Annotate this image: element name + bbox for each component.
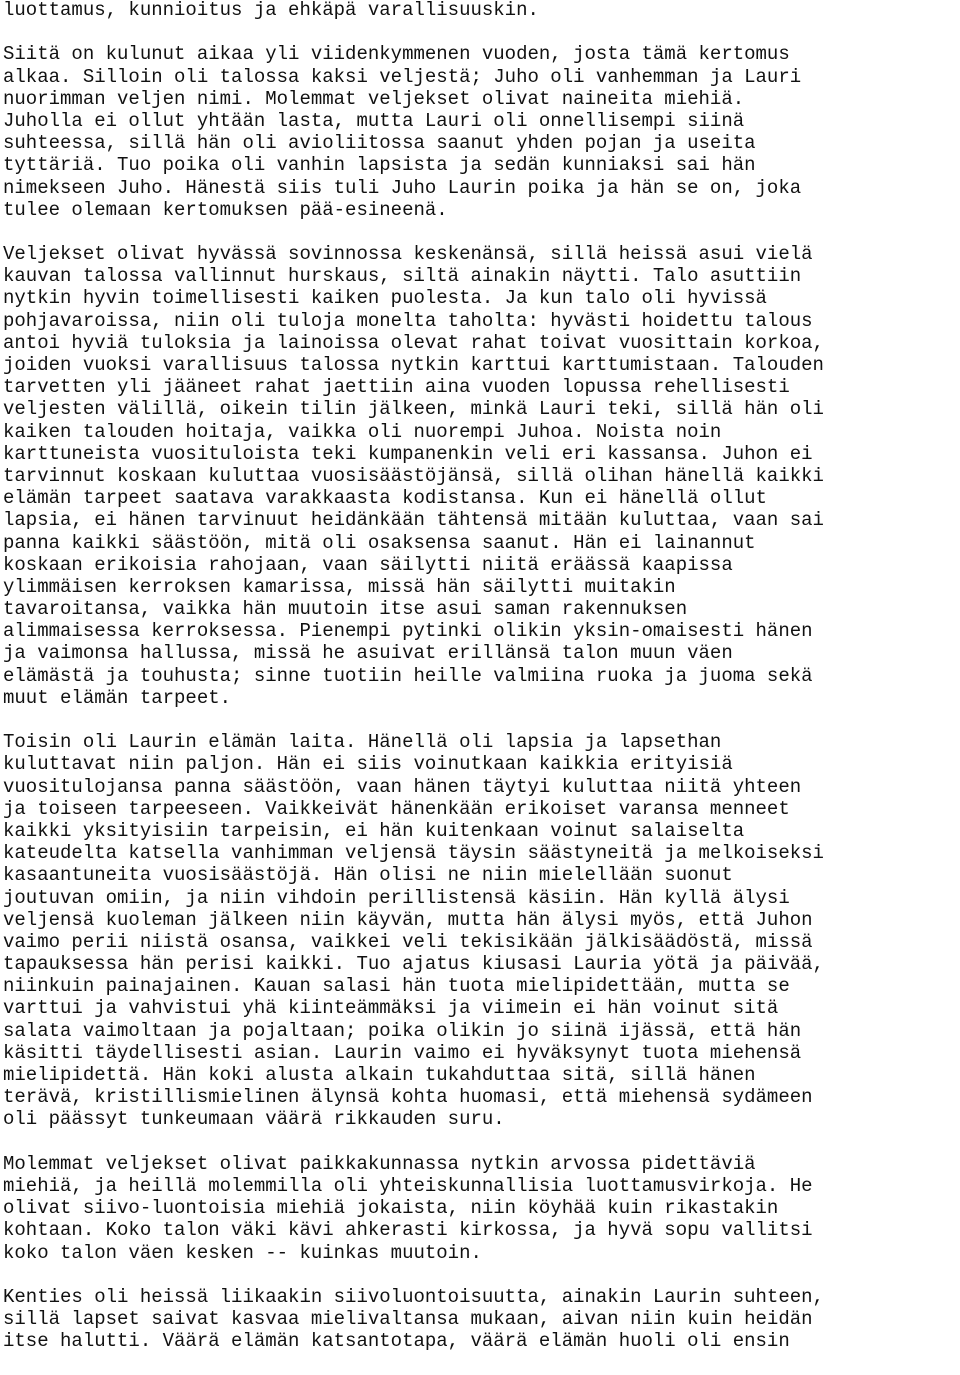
text-line: tarvetten yli jääneet rahat jaettiin aina vuoden lopussa rehellisesti	[3, 376, 790, 399]
text-line: salata vaimoltaan ja pojaltaan; poika olikin jo siinä ijässä, että hän	[3, 1019, 802, 1042]
paragraph-1	[3, 0, 958, 21]
text-line: olivat siivo-luontoisia miehiä jokaista, niin köyhää kuin rikastakin	[3, 1197, 779, 1220]
text-line: kaiken talouden hoitaja, vaikka oli nuorempi Juhoa. Noista noin	[3, 420, 722, 443]
document-body	[3, 0, 958, 1375]
text-line: kuluttavat niin paljon. Hän ei siis voinutkaan kaikkia erityisiä	[3, 753, 733, 776]
text-line: vuositulojansa panna säästöön, vaan hänen täytyi kuluttaa niitä yhteen	[3, 775, 802, 798]
text-line: itse halutti. Väärä elämän katsantotapa, väärä elämän huoli oli ensin	[3, 1330, 790, 1353]
text-line: tavaroitansa, vaikka hän muutoin itse asui saman rakennuksen	[3, 598, 688, 621]
text-line: tarvinnut koskaan kuluttaa vuosisäästöjänsä, sillä olihan hänellä kaikki	[3, 464, 824, 487]
paragraph-6	[3, 1286, 958, 1353]
text-line: joiden vuoksi varallisuus talossa nytkin karttui karttumistaan. Talouden	[3, 354, 824, 376]
text-line: nytkin hyvin toimellisesti kaiken puolesta. Ja kun talo oli hyvissä	[3, 287, 767, 310]
text-line: lapsia, ei hänen tarvinuut heidänkään tähtensä mitään kuluttaa, vaan sai	[3, 509, 824, 532]
paragraph-2	[3, 43, 958, 221]
text-line: alkaa. Silloin oli talossa kaksi veljestä; Juho oli vanhemman ja Lauri	[3, 65, 802, 88]
text-line: kauvan talossa vallinnut hurskaus, siltä ainakin näytti. Talo asuttiin	[3, 265, 802, 288]
text-line: koko talon väen kesken -- kuinkas muutoin.	[3, 1241, 482, 1264]
text-line: kaikki yksityisiin tarpeisin, ei hän kuitenkaan voinut salaiselta	[3, 819, 745, 842]
text-line: varttui ja vahvistui yhä kiinteämmäksi ja viimein ei hän voinut sitä	[3, 997, 779, 1020]
text-line: koskaan erikoisia rahojaan, vaan säilytti niitä eräässä kaapissa	[3, 553, 733, 576]
text-line: Toisin oli Laurin elämän laita. Hänellä oli lapsia ja lapsethan	[3, 731, 722, 754]
text-line: antoi hyviä tuloksia ja lainoissa olevat rahat toivat vuosittain korkoa,	[3, 331, 824, 354]
paragraph-3	[3, 243, 958, 709]
text-line: ylimmäisen kerroksen kamarissa, missä hän säilytti muitakin	[3, 575, 676, 598]
text-line: tulee olemaan kertomuksen pää-esineenä.	[3, 198, 448, 221]
text-line: karttuneista vuosituloista teki kumpanenkin veli eri kassansa. Juhon ei	[3, 442, 813, 465]
text-line: alimmaisessa kerroksessa. Pienempi pytinki olikin yksin-omaisesti hänen	[3, 620, 813, 643]
text-line: elämän tarpeet saatava varakkaasta kodistansa. Kun ei hänellä ollut	[3, 487, 767, 510]
text-line: kateudelta katsella vanhimman veljensä täysin säästyneitä ja melkoiseksi	[3, 842, 824, 865]
text-line: ja toiseen tarpeeseen. Vaikkeivät hänenkään erikoiset varansa menneet	[3, 797, 790, 820]
text-line: oli päässyt tunkeumaan väärä rikkauden suru.	[3, 1108, 505, 1131]
text-line: veljensä kuoleman jälkeen niin käyvän, mutta hän älysi myös, että Juhon	[3, 908, 813, 931]
text-line: niinkuin painajainen. Kauan salasi hän tuota mielipidettään, mutta se	[3, 975, 790, 998]
text-line: suhteessa, sillä hän oli avioliitossa saanut yhden pojan ja useita	[3, 132, 756, 155]
text-line: mielipidettä. Hän koki alusta alkain tukahduttaa sitä, sillä hänen	[3, 1064, 756, 1086]
text-line: sillä lapset saivat kasvaa mielivaltansa mukaan, aivan niin kuin heidän	[3, 1308, 813, 1331]
text-line: Veljekset olivat hyvässä sovinnossa keskenänsä, sillä heissä asui vielä	[3, 243, 813, 266]
text-line: joutuvan omiin, ja niin vihdoin perillistensä käsiin. Hän kyllä älysi	[3, 886, 790, 909]
text-line: terävä, kristillismielinen älynsä kohta huomasi, että miehensä sydämeen	[3, 1086, 813, 1109]
text-line: Siitä on kulunut aikaa yli viidenkymmenen vuoden, josta tämä kertomus	[3, 43, 790, 66]
text-line: luottamus, kunnioitus ja ehkäpä varallisuuskin.	[3, 0, 539, 21]
text-line: veljesten välillä, oikein tilin jälkeen, minkä Lauri teki, sillä hän oli	[3, 398, 824, 421]
text-line: käsitti täydellisesti asian. Laurin vaimo ei hyväksynyt tuota miehensä	[3, 1041, 802, 1064]
text-line: muut elämän tarpeet.	[3, 686, 232, 709]
text-line: nimekseen Juho. Hänestä siis tuli Juho Laurin poika ja hän se on, joka	[3, 176, 802, 199]
text-line: Juholla ei ollut yhtään lasta, mutta Lauri oli onnellisempi siinä	[3, 109, 745, 132]
text-line: ja vaimonsa hallussa, missä he asuivat erillänsä talon muun väen	[3, 642, 733, 665]
text-line: panna kaikki säästöön, mitä oli osaksensa saanut. Hän ei lainannut	[3, 531, 756, 554]
text-line: nuorimman veljen nimi. Molemmat veljekset olivat naineita miehiä.	[3, 87, 745, 110]
text-line: tapauksessa hän perisi kaikki. Tuo ajatus kiusasi Lauria yötä ja päivää,	[3, 953, 824, 976]
paragraph-4	[3, 731, 958, 1130]
text-line: vaimo perii niistä osansa, vaikkei veli tekisikään jälkisäädöstä, missä	[3, 930, 813, 953]
text-line: Molemmat veljekset olivat paikkakunnassa nytkin arvossa pidettäviä	[3, 1152, 756, 1175]
paragraph-5	[3, 1153, 958, 1264]
text-line: pohjavaroissa, niin oli tuloja monelta taholta: hyvästi hoidettu talous	[3, 309, 813, 332]
text-line: miehiä, ja heillä molemmilla oli yhteiskunnallisia luottamusvirkoja. He	[3, 1174, 813, 1197]
text-line: kasaantuneita vuosisäästöjä. Hän olisi ne niin mielellään suonut	[3, 864, 733, 887]
text-line: kohtaan. Koko talon väki kävi ahkerasti kirkossa, ja hyvä sopu vallitsi	[3, 1219, 813, 1242]
text-line: elämästä ja touhusta; sinne tuotiin heille valmiina ruoka ja juoma sekä	[3, 664, 813, 687]
text-line: tyttäriä. Tuo poika oli vanhin lapsista ja sedän kunniaksi sai hän	[3, 154, 756, 177]
text-line: Kenties oli heissä liikaakin siivoluontoisuutta, ainakin Laurin suhteen,	[3, 1285, 824, 1308]
